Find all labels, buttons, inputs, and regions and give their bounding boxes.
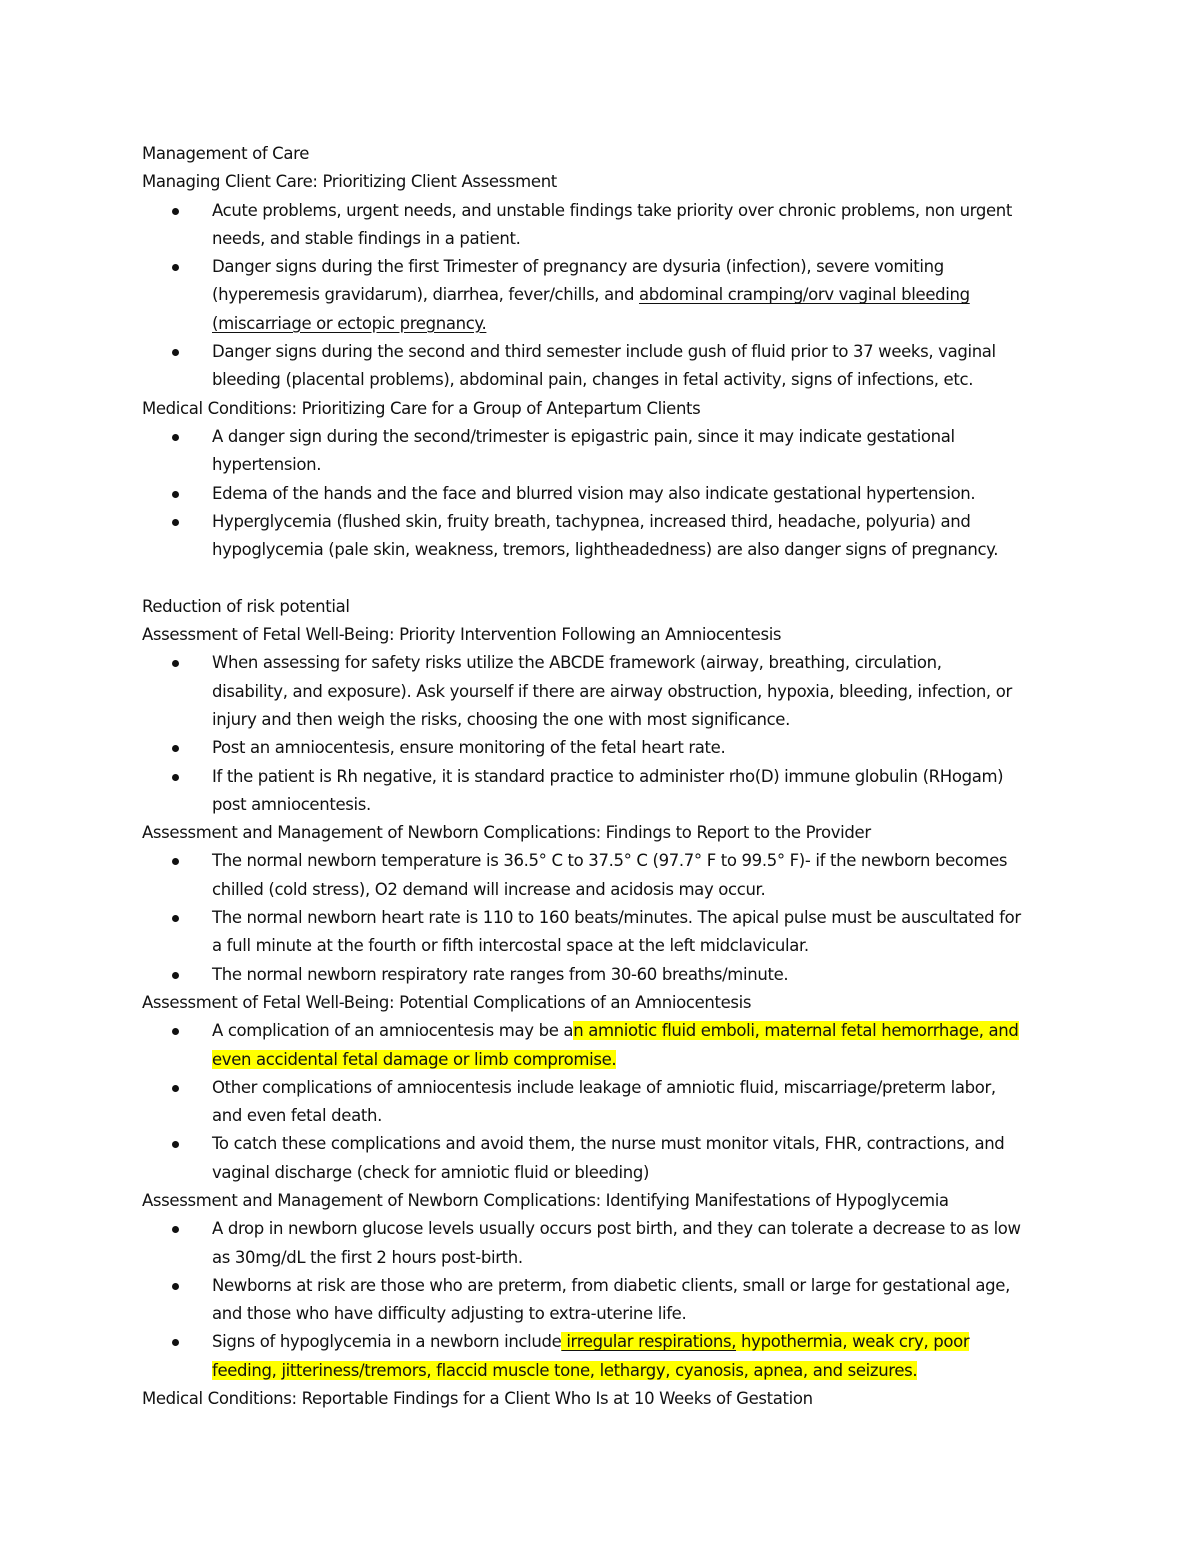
bullet-dot-icon [172,745,179,752]
list-item [142,904,1082,961]
list-item [142,1215,1082,1272]
item-text-line: When assessing for safety risks utilize the ABCDE framework (airway, breathing, circulation, [212,653,942,673]
item-text-line: bleeding (placental problems), abdominal pain, changes in fetal activity, signs of infections, etc. [212,370,974,390]
item-text-line: Danger signs during the first Trimester of pregnancy are dysuria (infection), severe vomiting [212,257,944,277]
item-text-line: Edema of the hands and the face and blurred vision may also indicate gestational hypertension. [212,483,976,503]
list-item [142,734,1082,762]
document-body [142,140,1082,1413]
section-heading-reduction-of-risk: Reduction of risk potential [142,596,350,616]
bullet-list [142,423,1082,564]
item-text-line: hypoglycemia (pale skin, weakness, tremors, lightheadedness) are also danger signs of pregnancy. [212,540,999,560]
item-text-line: hypertension. [212,455,322,475]
bullet-list [142,1215,1082,1385]
bullet-dot-icon [172,349,179,356]
list-item [142,1017,1082,1074]
item-text-line: Hyperglycemia (flushed skin, fruity breath, tachypnea, increased third, headache, polyuria) and [212,511,971,531]
bullet-dot-icon [172,1141,179,1148]
item-text-line: post amniocentesis. [212,794,371,814]
subheading-newborn-findings: Assessment and Management of Newborn Complications: Findings to Report to the Provider [142,823,871,843]
list-item [142,338,1082,395]
list-item [142,961,1082,989]
item-text-line: Post an amniocentesis, ensure monitoring of the fetal heart rate. [212,738,726,758]
item-text-line: If the patient is Rh negative, it is standard practice to administer rho(D) immune globulin (RHogam) [212,766,1004,786]
list-item [142,1272,1082,1329]
item-text-line: needs, and stable findings in a patient. [212,228,521,248]
bullet-dot-icon [172,915,179,922]
bullet-dot-icon [172,491,179,498]
text-run: (hyperemesis gravidarum), diarrhea, fever/chills, and [212,285,639,305]
highlighted-text: even accidental fetal damage or limb compromise. [212,1049,617,1069]
item-text-line [212,281,1082,309]
bullet-dot-icon [172,1028,179,1035]
item-text-line: disability, and exposure). Ask yourself if there are airway obstruction, hypoxia, bleeding, infection, or [212,681,1012,701]
subheading-amniocentesis-complications: Assessment of Fetal Well-Being: Potential Complications of an Amniocentesis [142,992,752,1012]
text-run: Signs of hypoglycemia in a newborn include [212,1332,562,1352]
list-item [142,197,1082,254]
list-item [142,1130,1082,1187]
bullet-list [142,1017,1082,1187]
item-text-line: A drop in newborn glucose levels usually occurs post birth, and they can tolerate a decrease to as low [212,1219,1021,1239]
list-item [142,763,1082,820]
bullet-dot-icon [172,1339,179,1346]
subheading-amniocentesis-priority: Assessment of Fetal Well-Being: Priority Intervention Following an Amniocentesis [142,625,782,645]
item-text-line: To catch these complications and avoid them, the nurse must monitor vitals, FHR, contractions, and [212,1134,1005,1154]
bullet-dot-icon [172,1283,179,1290]
text-run: A complication of an amniocentesis may be a [212,1021,574,1041]
list-item [142,847,1082,904]
item-text-line: a full minute at the fourth or fifth intercostal space at the left midclavicular. [212,936,809,956]
subheading-10-weeks-gestation: Medical Conditions: Reportable Findings for a Client Who Is at 10 Weeks of Gestation [142,1389,813,1409]
bullet-dot-icon [172,264,179,271]
underlined-text: abdominal cramping/orv vaginal bleeding [639,285,970,305]
item-text-line [212,310,1082,338]
item-text-line: and even fetal death. [212,1106,382,1126]
blank-line [142,564,1082,592]
bullet-dot-icon [172,774,179,781]
list-item [142,1074,1082,1131]
bullet-dot-icon [172,1226,179,1233]
bullet-dot-icon [172,1085,179,1092]
bullet-dot-icon [172,208,179,215]
list-item [142,1328,1082,1385]
item-text-line: The normal newborn temperature is 36.5° C to 37.5° C (97.7° F to 99.5° F)- if the newborn becomes [212,851,1008,871]
list-item [142,508,1082,565]
list-item [142,480,1082,508]
list-item [142,423,1082,480]
item-text-line [212,1046,1082,1074]
highlighted-text: hypothermia, weak cry, poor [736,1332,970,1352]
item-text-line: Newborns at risk are those who are preterm, from diabetic clients, small or large for gestational age, [212,1275,1010,1295]
section-heading-management-of-care: Management of Care [142,144,309,163]
subheading-hypoglycemia: Assessment and Management of Newborn Complications: Identifying Manifestations of Hypoglycemia [142,1190,949,1210]
item-text-line: chilled (cold stress), O2 demand will increase and acidosis may occur. [212,879,766,899]
highlighted-text: n amniotic fluid emboli, maternal fetal hemorrhage, and [573,1021,1019,1041]
item-text-line [212,1017,1082,1045]
highlighted-underlined-text: irregular respirations, [561,1332,737,1352]
item-text-line: vaginal discharge (check for amniotic fluid or bleeding) [212,1162,650,1182]
bullet-dot-icon [172,858,179,865]
item-text-line [212,1328,1082,1356]
item-text-line: as 30mg/dL the first 2 hours post-birth. [212,1247,523,1267]
bullet-dot-icon [172,519,179,526]
bullet-dot-icon [172,972,179,979]
item-text-line: The normal newborn respiratory rate ranges from 30-60 breaths/minute. [212,964,789,984]
item-text-line: The normal newborn heart rate is 110 to 160 beats/minutes. The apical pulse must be auscultated for [212,908,1021,928]
item-text-line: A danger sign during the second/trimester is epigastric pain, since it may indicate gestational [212,426,955,446]
bullet-list [142,197,1082,395]
item-text-line: injury and then weigh the risks, choosing the one with most significance. [212,709,791,729]
subheading-antepartum-clients: Medical Conditions: Prioritizing Care for a Group of Antepartum Clients [142,398,701,418]
subheading-prioritizing-client-assessment: Managing Client Care: Prioritizing Client Assessment [142,172,557,192]
list-item [142,253,1082,338]
bullet-dot-icon [172,660,179,667]
bullet-list [142,847,1082,988]
highlighted-text: feeding, jitteriness/tremors, flaccid muscle tone, lethargy, cyanosis, apnea, and seizures. [212,1360,918,1380]
underlined-text: (miscarriage or ectopic pregnancy. [212,313,487,333]
bullet-list [142,649,1082,819]
item-text-line: and those who have difficulty adjusting to extra-uterine life. [212,1304,687,1324]
item-text-line [212,1357,1082,1385]
list-item [142,649,1082,734]
item-text-line: Other complications of amniocentesis include leakage of amniotic fluid, miscarriage/preterm labor, [212,1077,996,1097]
item-text-line: Danger signs during the second and third semester include gush of fluid prior to 37 weeks, vaginal [212,342,996,362]
item-text-line: Acute problems, urgent needs, and unstable findings take priority over chronic problems, non urgent [212,200,1012,220]
bullet-dot-icon [172,434,179,441]
